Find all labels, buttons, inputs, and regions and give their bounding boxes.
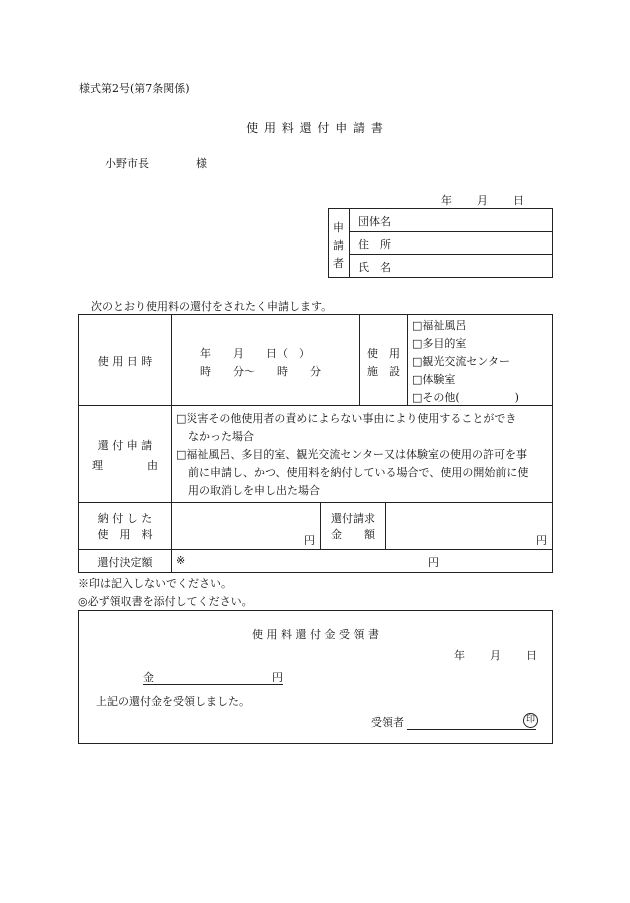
date-month: 月	[477, 194, 488, 207]
applicant-name-field[interactable]	[350, 255, 552, 277]
receipt-date-year: 年	[454, 649, 465, 662]
recipient-signature-field[interactable]	[407, 714, 536, 730]
applicant-label-cell	[329, 209, 350, 277]
addressee-name: 小野市長	[105, 157, 149, 170]
reason-label-cell	[79, 406, 172, 503]
decision-amount-field	[172, 550, 552, 572]
request-label-line2: 金 額	[331, 528, 375, 541]
applicant-address-label: 住 所	[358, 238, 391, 251]
note-no-entry: ※印は記入しないでください。	[78, 577, 232, 590]
paid-amount-field[interactable]	[172, 503, 321, 550]
facility-option-tourism-center[interactable]: □観光交流センター	[412, 355, 510, 368]
receipt-amount-prefix: 金	[143, 671, 154, 684]
addressee-honorific: 様	[196, 157, 207, 170]
reason-option-cancel-cont: 前に申請し、かつ、使用料を納付している場合で、使用の開始前に使	[188, 466, 529, 479]
applicant-address-field[interactable]	[350, 232, 552, 255]
facility-label-line1: 使 用	[367, 347, 400, 360]
usage-datetime-label-cell	[79, 315, 172, 406]
request-unit: 円	[536, 534, 547, 547]
applicant-label-char: 請	[333, 239, 344, 252]
date-year: 年	[441, 194, 452, 207]
request-amount-field[interactable]	[386, 503, 552, 550]
receipt-date-month: 月	[490, 649, 501, 662]
facility-option-multipurpose[interactable]: □多目的室	[412, 337, 467, 350]
decision-label: 還付決定額	[97, 556, 153, 569]
main-table	[78, 314, 553, 573]
recipient-label: 受領者	[371, 716, 404, 729]
reason-option-cancel[interactable]: □福祉風呂、多目的室、観光交流センター又は体験室の使用の許可を事	[176, 448, 527, 461]
paid-unit: 円	[304, 534, 315, 547]
facility-label-cell	[360, 315, 408, 406]
reason-options	[172, 406, 552, 503]
usage-datetime-field[interactable]	[172, 315, 360, 406]
applicant-org-label: 団体名	[358, 215, 391, 228]
request-label-cell	[321, 503, 386, 550]
applicant-org-field[interactable]	[350, 209, 552, 232]
facility-option-experience[interactable]: □体験室	[412, 373, 456, 386]
receipt-amount-field[interactable]	[143, 669, 283, 685]
paid-label-line2: 使 用 料	[97, 528, 153, 541]
receipt-title: 使 用 料 還 付 金 受 領 書	[252, 628, 379, 641]
applicant-label-char: 申	[333, 221, 344, 234]
note-attach-receipt: ◎必ず領収書を添付してください。	[78, 595, 253, 608]
receipt-box	[78, 610, 553, 744]
applicant-box	[328, 208, 553, 278]
request-label-line1: 還付請求	[331, 512, 375, 525]
reason-label-line1: 還 付 申 請	[97, 439, 153, 452]
reason-option-cancel-cont: 用の取消しを申し出た場合	[188, 484, 320, 497]
decision-label-cell	[79, 550, 172, 572]
form-number: 様式第2号(第7条関係)	[79, 82, 190, 95]
receipt-statement: 上記の還付金を受領しました。	[96, 695, 250, 708]
facility-label-line2: 施 設	[367, 365, 400, 378]
seal-icon: 印	[523, 713, 538, 728]
receipt-amount-unit: 円	[272, 671, 283, 684]
intro-text: 次のとおり使用料の還付をされたく申請します。	[91, 300, 333, 313]
facility-options	[408, 315, 552, 406]
decision-unit: 円	[428, 556, 439, 569]
facility-option-bath[interactable]: □福祉風呂	[412, 319, 467, 332]
reason-label-line2: 理 由	[92, 459, 158, 472]
applicant-name-label: 氏 名	[358, 261, 391, 274]
usage-time-line: 時 分～ 時 分	[200, 365, 321, 378]
usage-datetime-label: 使 用 日 時	[97, 355, 153, 368]
reason-option-disaster-cont: なかった場合	[188, 430, 254, 443]
reason-option-disaster[interactable]: □災害その他使用者の責めによらない事由により使用することができ	[176, 412, 517, 425]
facility-option-other[interactable]: □その他( )	[412, 391, 519, 404]
usage-date-line: 年 月 日（ ）	[200, 347, 310, 360]
decision-mark: ※	[176, 554, 186, 567]
applicant-label-char: 者	[333, 257, 344, 270]
receipt-date-day: 日	[526, 649, 537, 662]
page-title: 使 用 料 還 付 申 請 書	[246, 121, 384, 135]
paid-label-line1: 納 付 し た	[97, 512, 153, 525]
paid-label-cell	[79, 503, 172, 550]
date-day: 日	[513, 194, 524, 207]
